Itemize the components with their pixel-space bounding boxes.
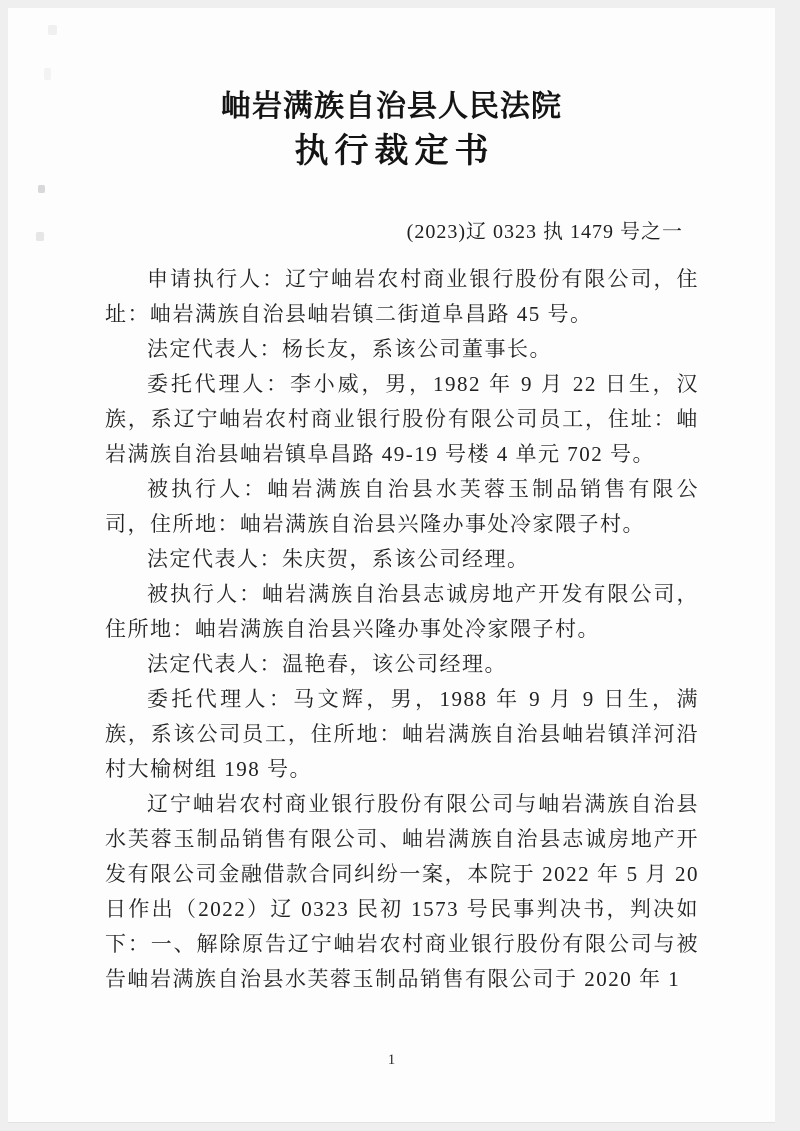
document-body bbox=[8, 262, 775, 997]
paragraph-agent-2: 委托代理人：马文辉，男，1988 年 9 月 9 日生，满族，系该公司员工，住所地：岫岩满族自治县岫岩镇洋河沿村大榆树组 198 号。 bbox=[105, 687, 699, 781]
paragraph-legal-representative-1: 法定代表人：杨长友，系该公司董事长。 bbox=[147, 337, 552, 361]
paragraph-legal-representative-3: 法定代表人：温艳春，该公司经理。 bbox=[147, 652, 507, 676]
scan-artifact bbox=[48, 25, 57, 35]
document-page bbox=[8, 8, 775, 1123]
paragraph-applicant: 申请执行人：辽宁岫岩农村商业银行股份有限公司，住址：岫岩满族自治县岫岩镇二街道阜昌路 45 号。 bbox=[105, 267, 699, 326]
scan-artifact bbox=[44, 68, 51, 80]
scan-artifact bbox=[38, 185, 45, 193]
case-number: (2023)辽 0323 执 1479 号之一 bbox=[406, 221, 683, 243]
document-type-title: 执行裁定书 bbox=[294, 132, 495, 170]
document-header bbox=[8, 86, 775, 174]
scan-artifact bbox=[36, 232, 44, 241]
page-number: 1 bbox=[387, 1052, 396, 1068]
paragraph-agent-1: 委托代理人：李小威，男，1982 年 9 月 22 日生，汉族，系辽宁岫岩农村商业银行股份有限公司员工，住址：岫岩满族自治县岫岩镇阜昌路 49-19 号楼 4 单元 702 号。 bbox=[105, 372, 699, 466]
paragraph-case-summary: 辽宁岫岩农村商业银行股份有限公司与岫岩满族自治县水芙蓉玉制品销售有限公司、岫岩满族自治县志诚房地产开发有限公司金融借款合同纠纷一案，本院于 2022 年 5 月 20 日作出（2022）辽 0323 民初 1573 号民事判决书，判决如下：一、解除原告辽宁岫岩农村商业银行股份有限公司与被告岫岩满族自治县水芙蓉玉制品销售有限公司于 2020 年 1 bbox=[105, 792, 699, 991]
court-name-title: 岫岩满族自治县人民法院 bbox=[221, 90, 562, 123]
paragraph-legal-representative-2: 法定代表人：朱庆贺，系该公司经理。 bbox=[147, 547, 530, 571]
paragraph-respondent-1: 被执行人：岫岩满族自治县水芙蓉玉制品销售有限公司，住所地：岫岩满族自治县兴隆办事处冷家隈子村。 bbox=[105, 477, 699, 536]
paragraph-respondent-2: 被执行人：岫岩满族自治县志诚房地产开发有限公司，住所地：岫岩满族自治县兴隆办事处冷家隈子村。 bbox=[105, 582, 699, 641]
